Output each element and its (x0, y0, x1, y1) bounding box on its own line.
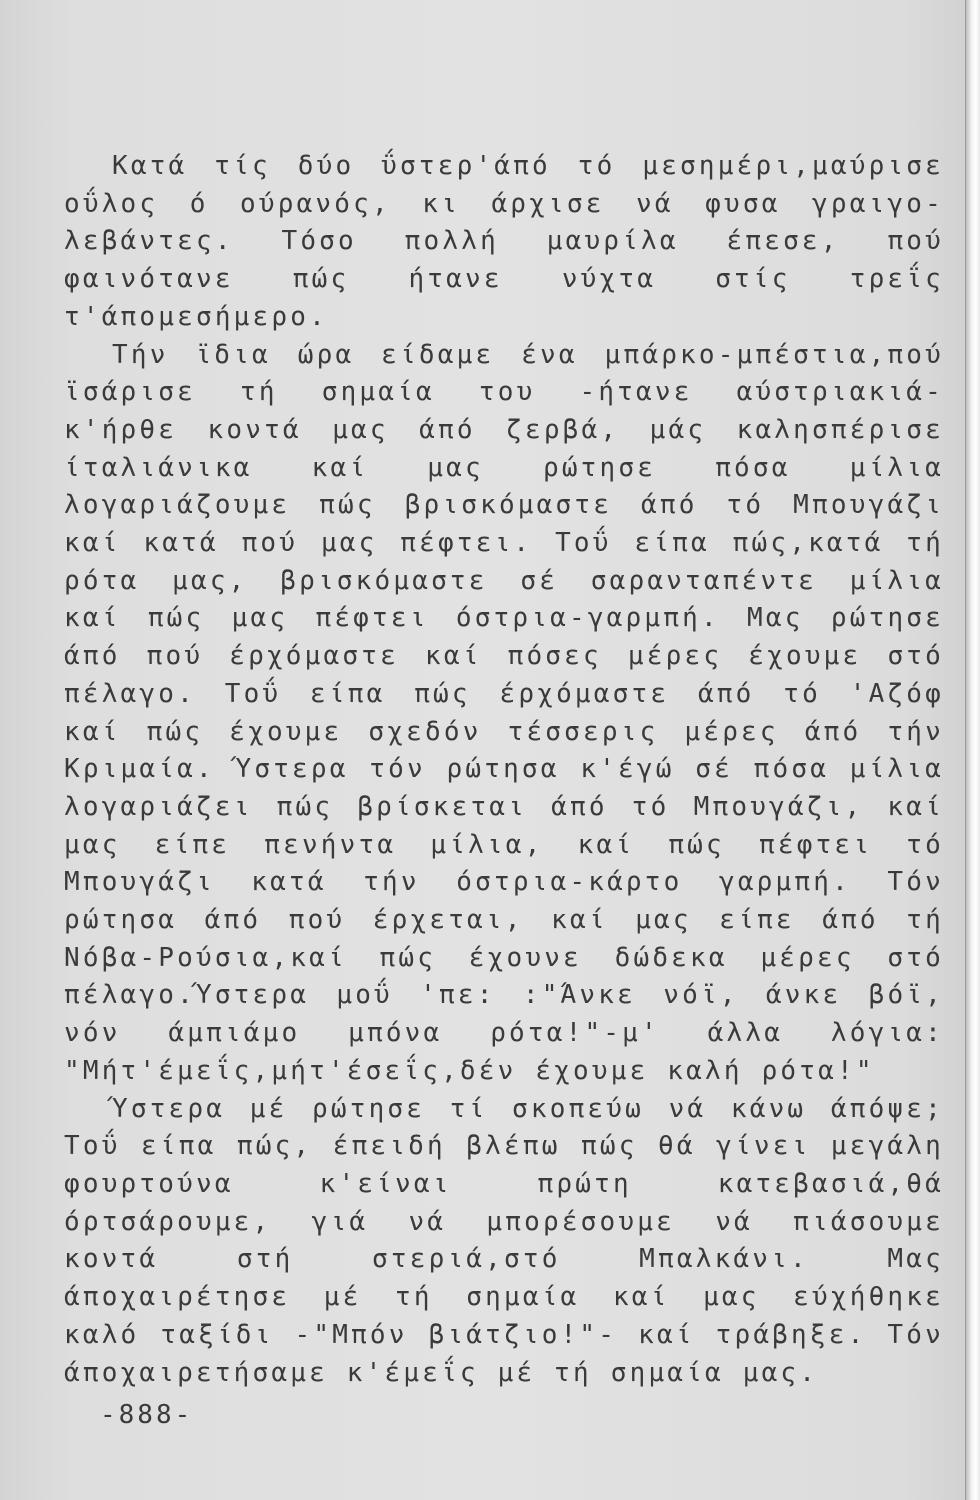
paragraph-3-text: Ύστερα μέ ρώτησε τί σκοπεύω νά κάνω άπόψε; Τοΰ είπα πώς, έπειδή βλέπω πώς θά γίνει μεγάλη φουρτούνα κ'είναι πρώτη κατεβασιά,θά όρτσάρουμε, γιά νά μπορέσουμε νά πιάσουμε κοντά στή στεριά,στό Μπαλκάνι. Μας άποχαιρέτησε μέ τή σημαία καί μας εύχήθηκε καλό ταξίδι -"Μπόν βιάτζιο!"- καί τράβηξε. Τόν άποχαιρετήσαμε κ'έμεΐς μέ τή σημαία μας. (64, 1093, 944, 1388)
paragraph-3 (64, 1091, 944, 1393)
page-edge (965, 0, 980, 1500)
page-number: -888- (100, 1400, 194, 1430)
body-text (64, 148, 944, 1392)
paragraph-1-text: Κατά τίς δύο ΰστερ'άπό τό μεσημέρι,μαύρισε οΰλος ό ούρανός, κι άρχισε νά φυσα γραιγο-λεβάντες. Τόσο πολλή μαυρίλα έπεσε, πού φαινότανε πώς ήτανε νύχτα στίς τρεΐς τ'άπομεσήμερο. (64, 151, 944, 332)
paragraph-1 (64, 148, 944, 337)
paragraph-2-text: Τήν ϊδια ώρα είδαμε ένα μπάρκο-μπέστια,πού ϊσάρισε τή σημαία του -ήτανε αύστριακιά- κ'ήρθε κοντά μας άπό ζερβά, μάς καλησπέρισε ίταλιάνικα καί μας ρώτησε πόσα μίλια λογαριάζουμε πώς βρισκόμαστε άπό τό Μπουγάζι καί κατά πού μας πέφτει. Τοΰ είπα πώς,κατά τή ρότα μας, βρισκόμαστε σέ σαρανταπέντε μίλια καί πώς μας πέφτει όστρια-γαρμπή. Μας ρώτησε άπό πού έρχόμαστε καί πόσες μέρες έχουμε στό πέλαγο. Τοΰ είπα πώς έρχόμαστε άπό τό 'Αζόφ καί πώς έχουμε σχεδόν τέσσερις μέρες άπό τήν Κριμαία. Ύστερα τόν ρώτησα κ'έγώ σέ πόσα μίλια λογαριάζει πώς βρίσκεται άπό τό Μπουγάζι, καί μας είπε πενήντα μίλια, καί πώς πέφτει τό Μπουγάζι κατά τήν όστρια-κάρτο γαρμπή. Τόν ρώτησα άπό πού έρχεται, καί μας είπε άπό τή Νόβα-Ρούσια,καί πώς έχουνε δώδεκα μέρες στό πέλαγο.Ύστερα μοΰ 'πε: :"Άνκε νόϊ, άνκε βόϊ, νόν άμπιάμο μπόνα ρότα!"-μ' άλλα λόγια: "Μήτ'έμεΐς,μήτ'έσεΐς,δέν έχουμε καλή ρότα!" (64, 339, 944, 1086)
paragraph-2 (64, 337, 944, 1091)
